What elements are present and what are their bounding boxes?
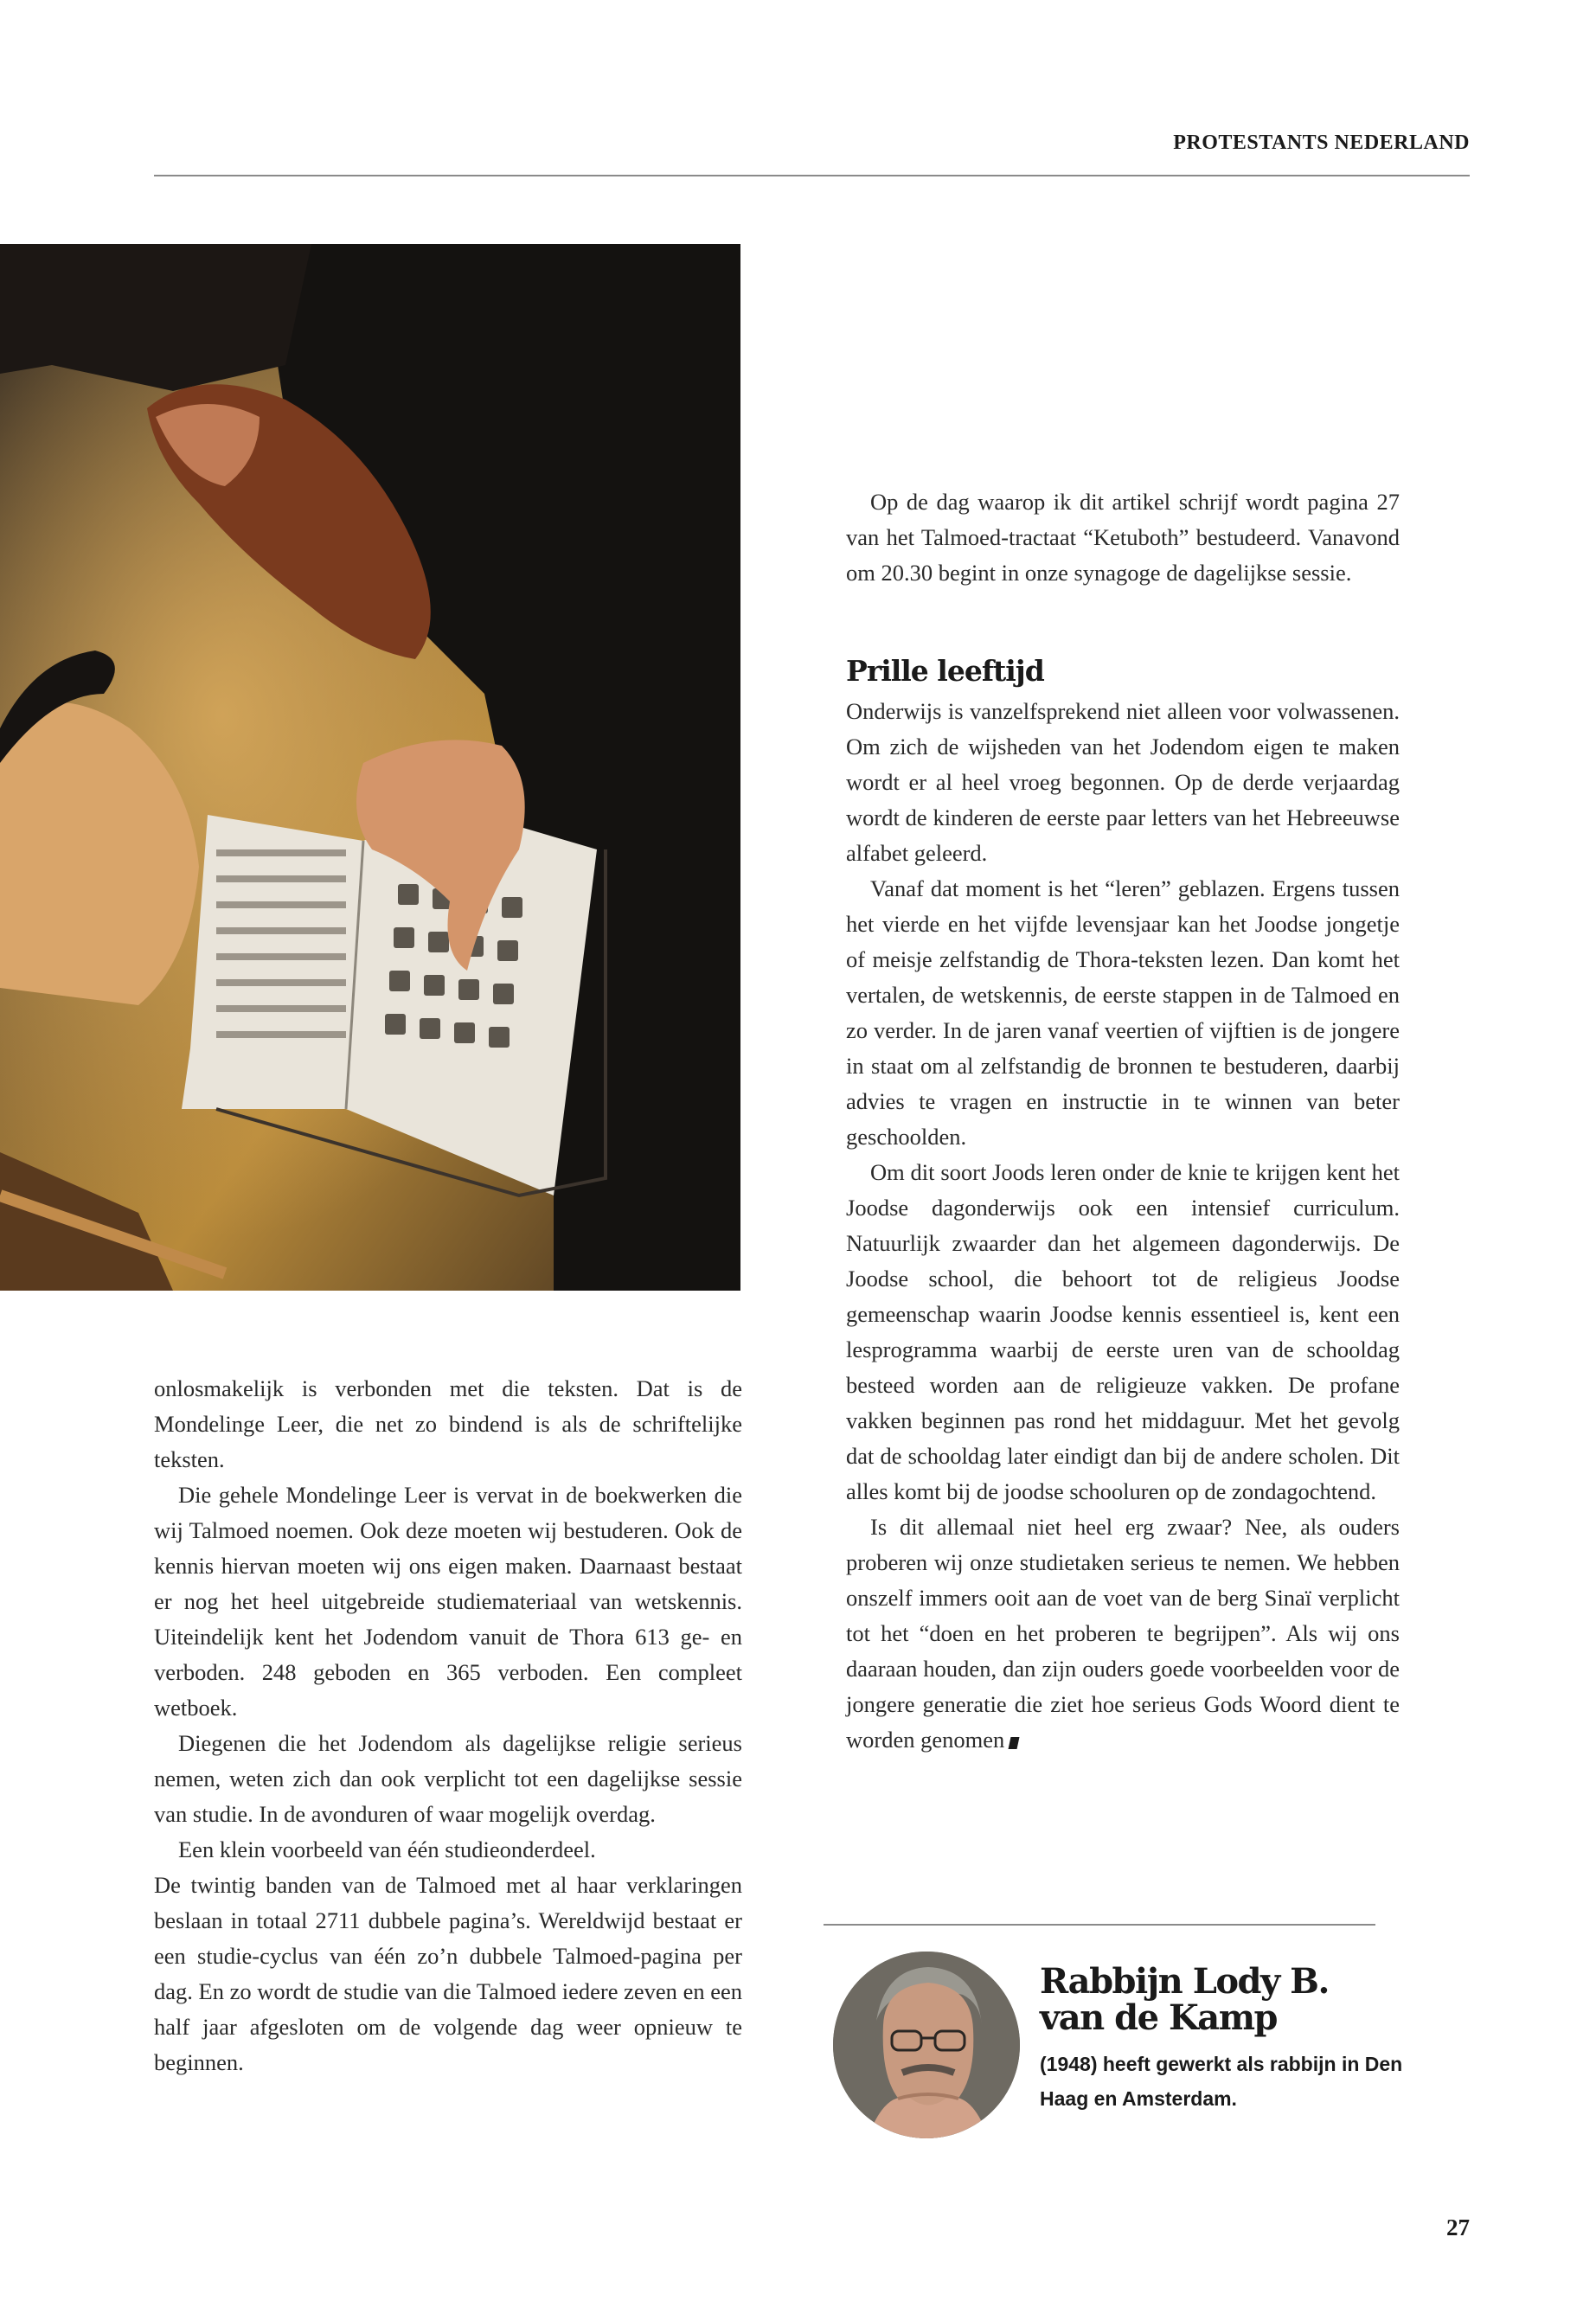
- intro-column: [846, 484, 1400, 591]
- paragraph: onlosmakelijk is verbonden met die teksten. Dat is de Mondelinge Leer, die net zo bindend is als de schriftelijke teksten.: [154, 1375, 742, 1472]
- paragraph: Om dit soort Joods leren onder de knie te krijgen kent het Joodse dagonderwijs ook een intensief curriculum. Natuurlijk zwaarder dan het algemeen dagonderwijs. De Joodse school, die behoort tot de religieus Joodse gemeenschap waarin Joodse kennis essentieel is, kent een lesprogramma waarbij de eerste uren van de schooldag besteed worden aan de religieuze vakken. De profane vakken beginnen pas rond het middaguur. Met het gevolg dat de schooldag later eindigt dan bij de andere scholen. Dit alles komt bij de joodse schooluren op de zondagochtend.: [846, 1159, 1400, 1504]
- paragraph: Onderwijs is vanzelfsprekend niet alleen voor volwassenen. Om zich de wijsheden van het Jodendom eigen te maken wordt er al heel vroeg begonnen. Op de derde verjaardag wordt de kinderen de eerste paar letters van het Hebreeuwse alfabet geleerd.: [846, 698, 1400, 866]
- author-avatar: [833, 1952, 1020, 2138]
- paragraph: [846, 1509, 1400, 1758]
- article-photo: [0, 244, 740, 1291]
- bio-divider: [824, 1924, 1375, 1926]
- paragraph: De twintig banden van de Talmoed met al haar verklaringen beslaan in totaal 2711 dubbele pagina’s. Wereldwijd bestaat er een studie-cyclus van één zo’n dubbele Talmoed-pagina per dag. En zo wordt de studie van die Talmoed iedere zeven en een half jaar afgesloten om de volgende dag weer opnieuw te beginnen.: [154, 1872, 742, 2075]
- header-divider: [154, 175, 1470, 176]
- paragraph: Een klein voorbeeld van één studieonderdeel.: [178, 1836, 596, 1862]
- right-column: [846, 694, 1400, 1758]
- author-bio: (1948) heeft gewerkt als rabbijn in Den Haag en Amsterdam.: [1040, 2053, 1403, 2110]
- end-of-article-mark: [1009, 1737, 1020, 1749]
- intro-paragraph: Op de dag waarop ik dit artikel schrijf wordt pagina 27 van het Talmoed-tractaat “Ketuboth” bestudeerd. Vanavond om 20.30 begint in onze synagoge de dagelijkse sessie.: [846, 489, 1400, 586]
- page-number: 27: [1446, 2214, 1470, 2240]
- left-column: [154, 1371, 742, 2080]
- author-name: Rabbijn Lody B. van de Kamp: [1040, 1961, 1329, 2038]
- paragraph: Die gehele Mondelinge Leer is vervat in de boekwerken die wij Talmoed noemen. Ook deze moeten wij bestuderen. Ook de kennis hiervan moeten wij ons eigen maken. Daarnaast bestaat er nog het heel uitgebreide studiemateriaal van wetskennis. Uiteindelijk kent het Jodendom vanuit de Thora 613 ge- en verboden. 248 geboden en 365 verboden. Een compleet wetboek.: [154, 1482, 742, 1721]
- section-label: PROTESTANTS NEDERLAND: [1173, 131, 1470, 154]
- paragraph: Vanaf dat moment is het “leren” geblazen. Ergens tussen het vierde en het vijfde levensjaar kan het Joodse jongetje of meisje zelfstandig de Thora-teksten lezen. Dan komt het vertalen, de wetskennis, de eerste stappen in de Talmoed en zo verder. In de jaren vanaf veertien of vijftien is de jongere in staat om al zelfstandig de bronnen te bestuderen, daarbij advies te vragen en instructie in te winnen van beter geschoolden.: [846, 875, 1400, 1150]
- paragraph: Diegenen die het Jodendom als dagelijkse religie serieus nemen, weten zich dan ook verplicht tot een dagelijkse sessie van studie. In de avonduren of waar mogelijk overdag.: [154, 1730, 742, 1827]
- paragraph-text: Is dit allemaal niet heel erg zwaar? Nee, als ouders proberen wij onze studietaken serieus te nemen. We hebben onszelf immers ooit aan de voet van de berg Sinaï verplicht tot het “doen en het proberen te begrijpen”. Als wij ons daaraan houden, dan zijn ouders goede voorbeelden voor de jongere generatie die ziet hoe serieus Gods Woord dient te worden genomen: [846, 1514, 1400, 1753]
- subheading: Prille leeftijd: [846, 654, 1044, 688]
